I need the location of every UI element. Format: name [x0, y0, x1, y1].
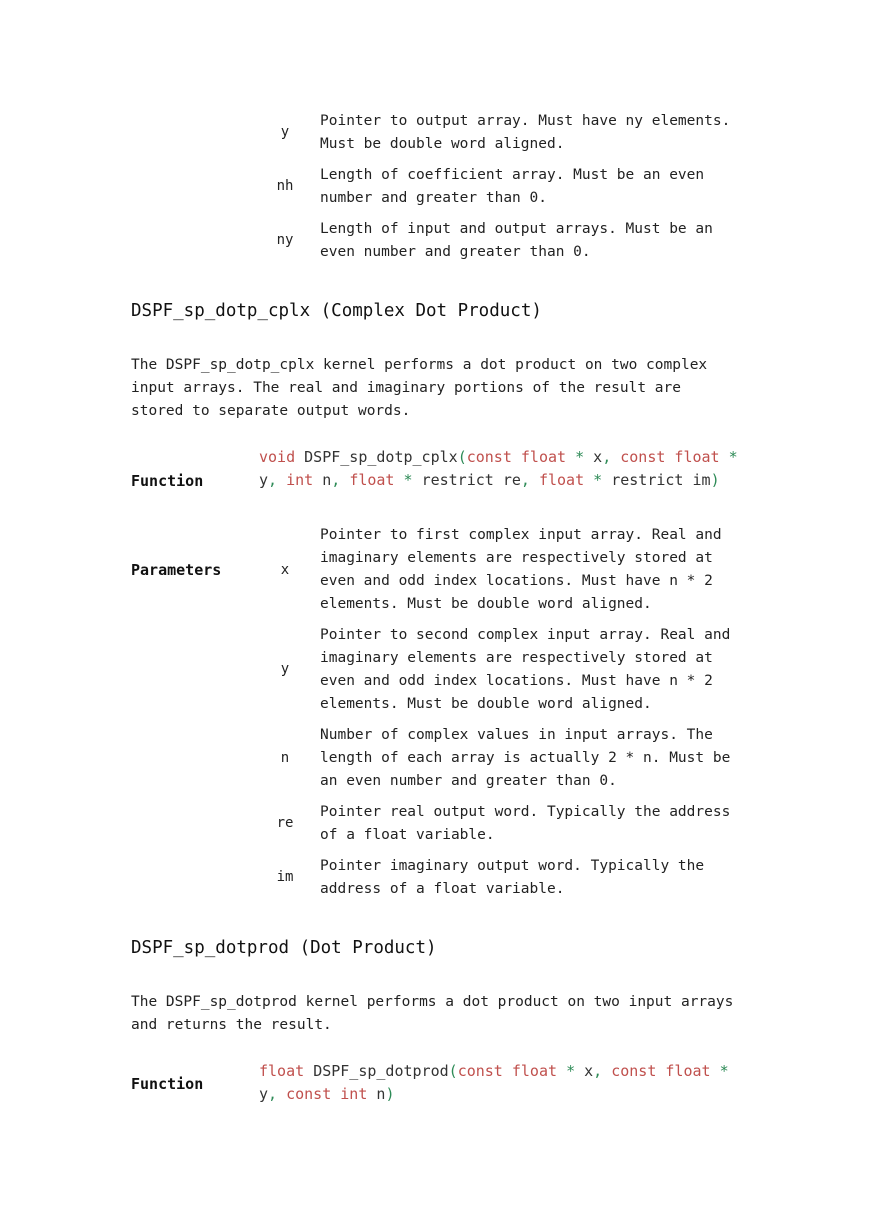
parameters-label: Parameters [131, 561, 222, 579]
code-token-id: DSPF_sp_dotp_cplx [304, 448, 458, 466]
code-token-pc: ) [710, 471, 720, 489]
code-token-id: y [259, 471, 269, 489]
code-token-kw: int [286, 471, 323, 489]
code-token-kw: const float [457, 1062, 567, 1080]
code-token-pc: ( [448, 1062, 458, 1080]
function-label: Function [131, 472, 204, 490]
code-token-pc: , [602, 448, 621, 466]
param-name-ny: ny [276, 232, 294, 248]
code-token-kw: float [538, 471, 594, 489]
param-name-re: re [276, 815, 294, 831]
code-token-pc: * [403, 471, 422, 489]
code-token-id: restrict im [611, 471, 711, 489]
code-token-kw: float [349, 471, 404, 489]
section-heading-dotp-cplx: DSPF_sp_dotp_cplx (Complex Dot Product) [131, 301, 542, 321]
code-token-pc: * [728, 448, 747, 466]
code-token-id: n [376, 1085, 386, 1103]
code-token-id: restrict re [421, 471, 521, 489]
code-token-kw: const float [466, 448, 576, 466]
code-token-id: x [584, 1062, 594, 1080]
section-heading-dotprod: DSPF_sp_dotprod (Dot Product) [131, 938, 437, 958]
code-token-pc: , [520, 471, 539, 489]
code-token-pc: * [593, 471, 612, 489]
param-desc-im: Pointer imaginary output word. Typically the address of a float variable. [320, 858, 705, 897]
param-name-x: x [280, 562, 290, 578]
function-label-dotprod: Function [131, 1075, 204, 1093]
code-token-pc: , [593, 1062, 612, 1080]
code-token-id: DSPF_sp_dotprod [313, 1062, 449, 1080]
param-desc-re: Pointer real output word. Typically the address of a float variable. [320, 804, 731, 843]
function-signature-dotprod [259, 1060, 744, 1106]
code-token-kw: const float [611, 1062, 720, 1080]
param-desc-ny: Length of input and output arrays. Must be an even number and greater than 0. [320, 221, 713, 260]
code-token-pc: , [268, 1085, 287, 1103]
function-signature-dotp-cplx [259, 446, 747, 492]
code-token-id: y [259, 1085, 269, 1103]
code-token-pc: , [268, 471, 287, 489]
param-desc-n: Number of complex values in input arrays. The length of each array is actually 2 * n. Must be an even number and greater than 0. [320, 727, 731, 789]
param-desc-x: Pointer to first complex input array. Real and imaginary elements are respectively stored at even and odd index locations. Must have n * 2 elements. Must be double word aligned. [320, 527, 722, 612]
section-intro-dotprod: The DSPF_sp_dotprod kernel performs a dot product on two input arrays and returns the result. [131, 994, 734, 1033]
code-token-kw: float [259, 1062, 314, 1080]
param-name-y-prev: y [280, 124, 290, 140]
param-name-im: im [276, 869, 294, 885]
param-desc-y-prev: Pointer to output array. Must have ny elements. Must be double word aligned. [320, 113, 731, 152]
code-token-id: n [322, 471, 332, 489]
code-token-pc: ( [457, 448, 467, 466]
param-desc-nh: Length of coefficient array. Must be an even number and greater than 0. [320, 167, 705, 206]
code-token-pc: ) [385, 1085, 395, 1103]
code-token-pc: , [331, 471, 350, 489]
param-name-n: n [280, 750, 290, 766]
code-token-kw: void [259, 448, 305, 466]
code-token-pc: * [566, 1062, 585, 1080]
code-token-pc: * [575, 448, 594, 466]
code-token-pc: * [719, 1062, 738, 1080]
code-token-kw: const int [286, 1085, 377, 1103]
param-name-y: y [280, 661, 290, 677]
code-token-id: x [593, 448, 603, 466]
param-name-nh: nh [276, 178, 294, 194]
section-intro-dotp-cplx: The DSPF_sp_dotp_cplx kernel performs a dot product on two complex input arrays. The real and imaginary portions of the result are stored to separate output words. [131, 357, 708, 419]
code-token-kw: const float [620, 448, 729, 466]
param-desc-y: Pointer to second complex input array. Real and imaginary elements are respectively stored at even and odd index locations. Must have n * 2 elements. Must be double word aligned. [320, 627, 731, 712]
